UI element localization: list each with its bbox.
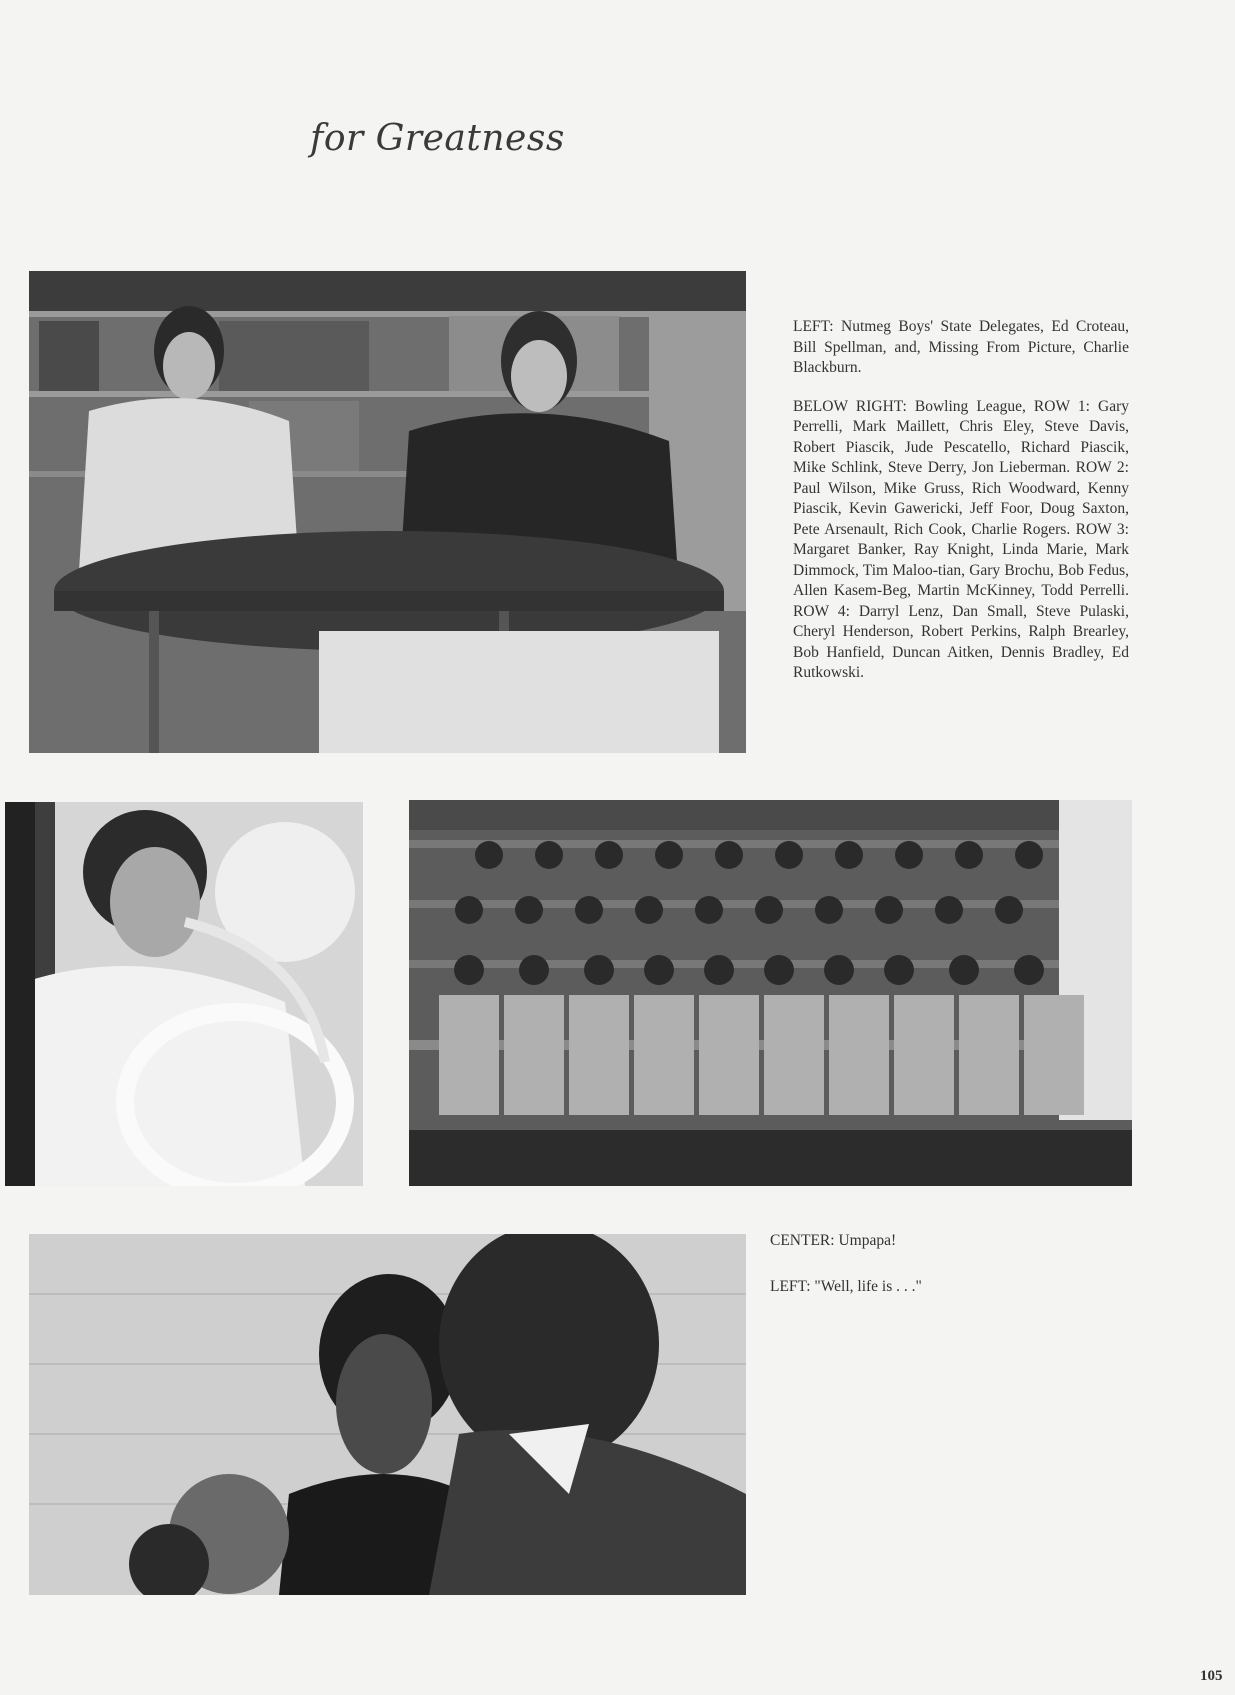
caption-bowling-league: BELOW RIGHT: Bowling League, ROW 1: Gary Perrelli, Mark Maillett, Chris Eley, Steve Davis, Robert Piascik, Jude Pescatello, Richard Piascik, Mike Schlink, Steve Derry, Jon Lieberman. ROW 2: Paul Wilson, Mike Gruss, Rich Woodward, Kenny Piascik, Kevin Gawericki, Jeff Foor, Doug Saxton, Pete Arsenault, Rich Cook, Charlie Rogers. ROW 3: Margaret Banker, Ray Knight, Linda Marie, Mark Dimmock, Tim Maloo-tian, Gary Brochu, Bob Fedus, Allen Kasem-Beg, Martin McKinney, Todd Perrelli. ROW 4: Darryl Lenz, Dan Small, Steve Pulaski, Cheryl Henderson, Robert Perkins, Ralph Brearley, Bob Hanfield, Duncan Aitken, Dennis Bradley, Ed Rutkowski. [793,397,1129,681]
caption-left: LEFT: "Well, life is . . ." [770,1278,922,1295]
caption-delegates: LEFT: Nutmeg Boys' State Delegates, Ed Croteau, Bill Spellman, and, Missing From Picture, Charlie Blackburn. [793,318,1129,376]
page-number: 105 [1200,1668,1223,1684]
caption-center: CENTER: Umpapa! [770,1232,897,1249]
photo-delegates [29,271,746,753]
photo-students-talking [29,1234,746,1595]
caption-block-top [793,317,1129,702]
page-heading: for Greatness [310,118,565,159]
photo-bowling-league [409,800,1132,1186]
photo-tuba-player [5,802,363,1186]
